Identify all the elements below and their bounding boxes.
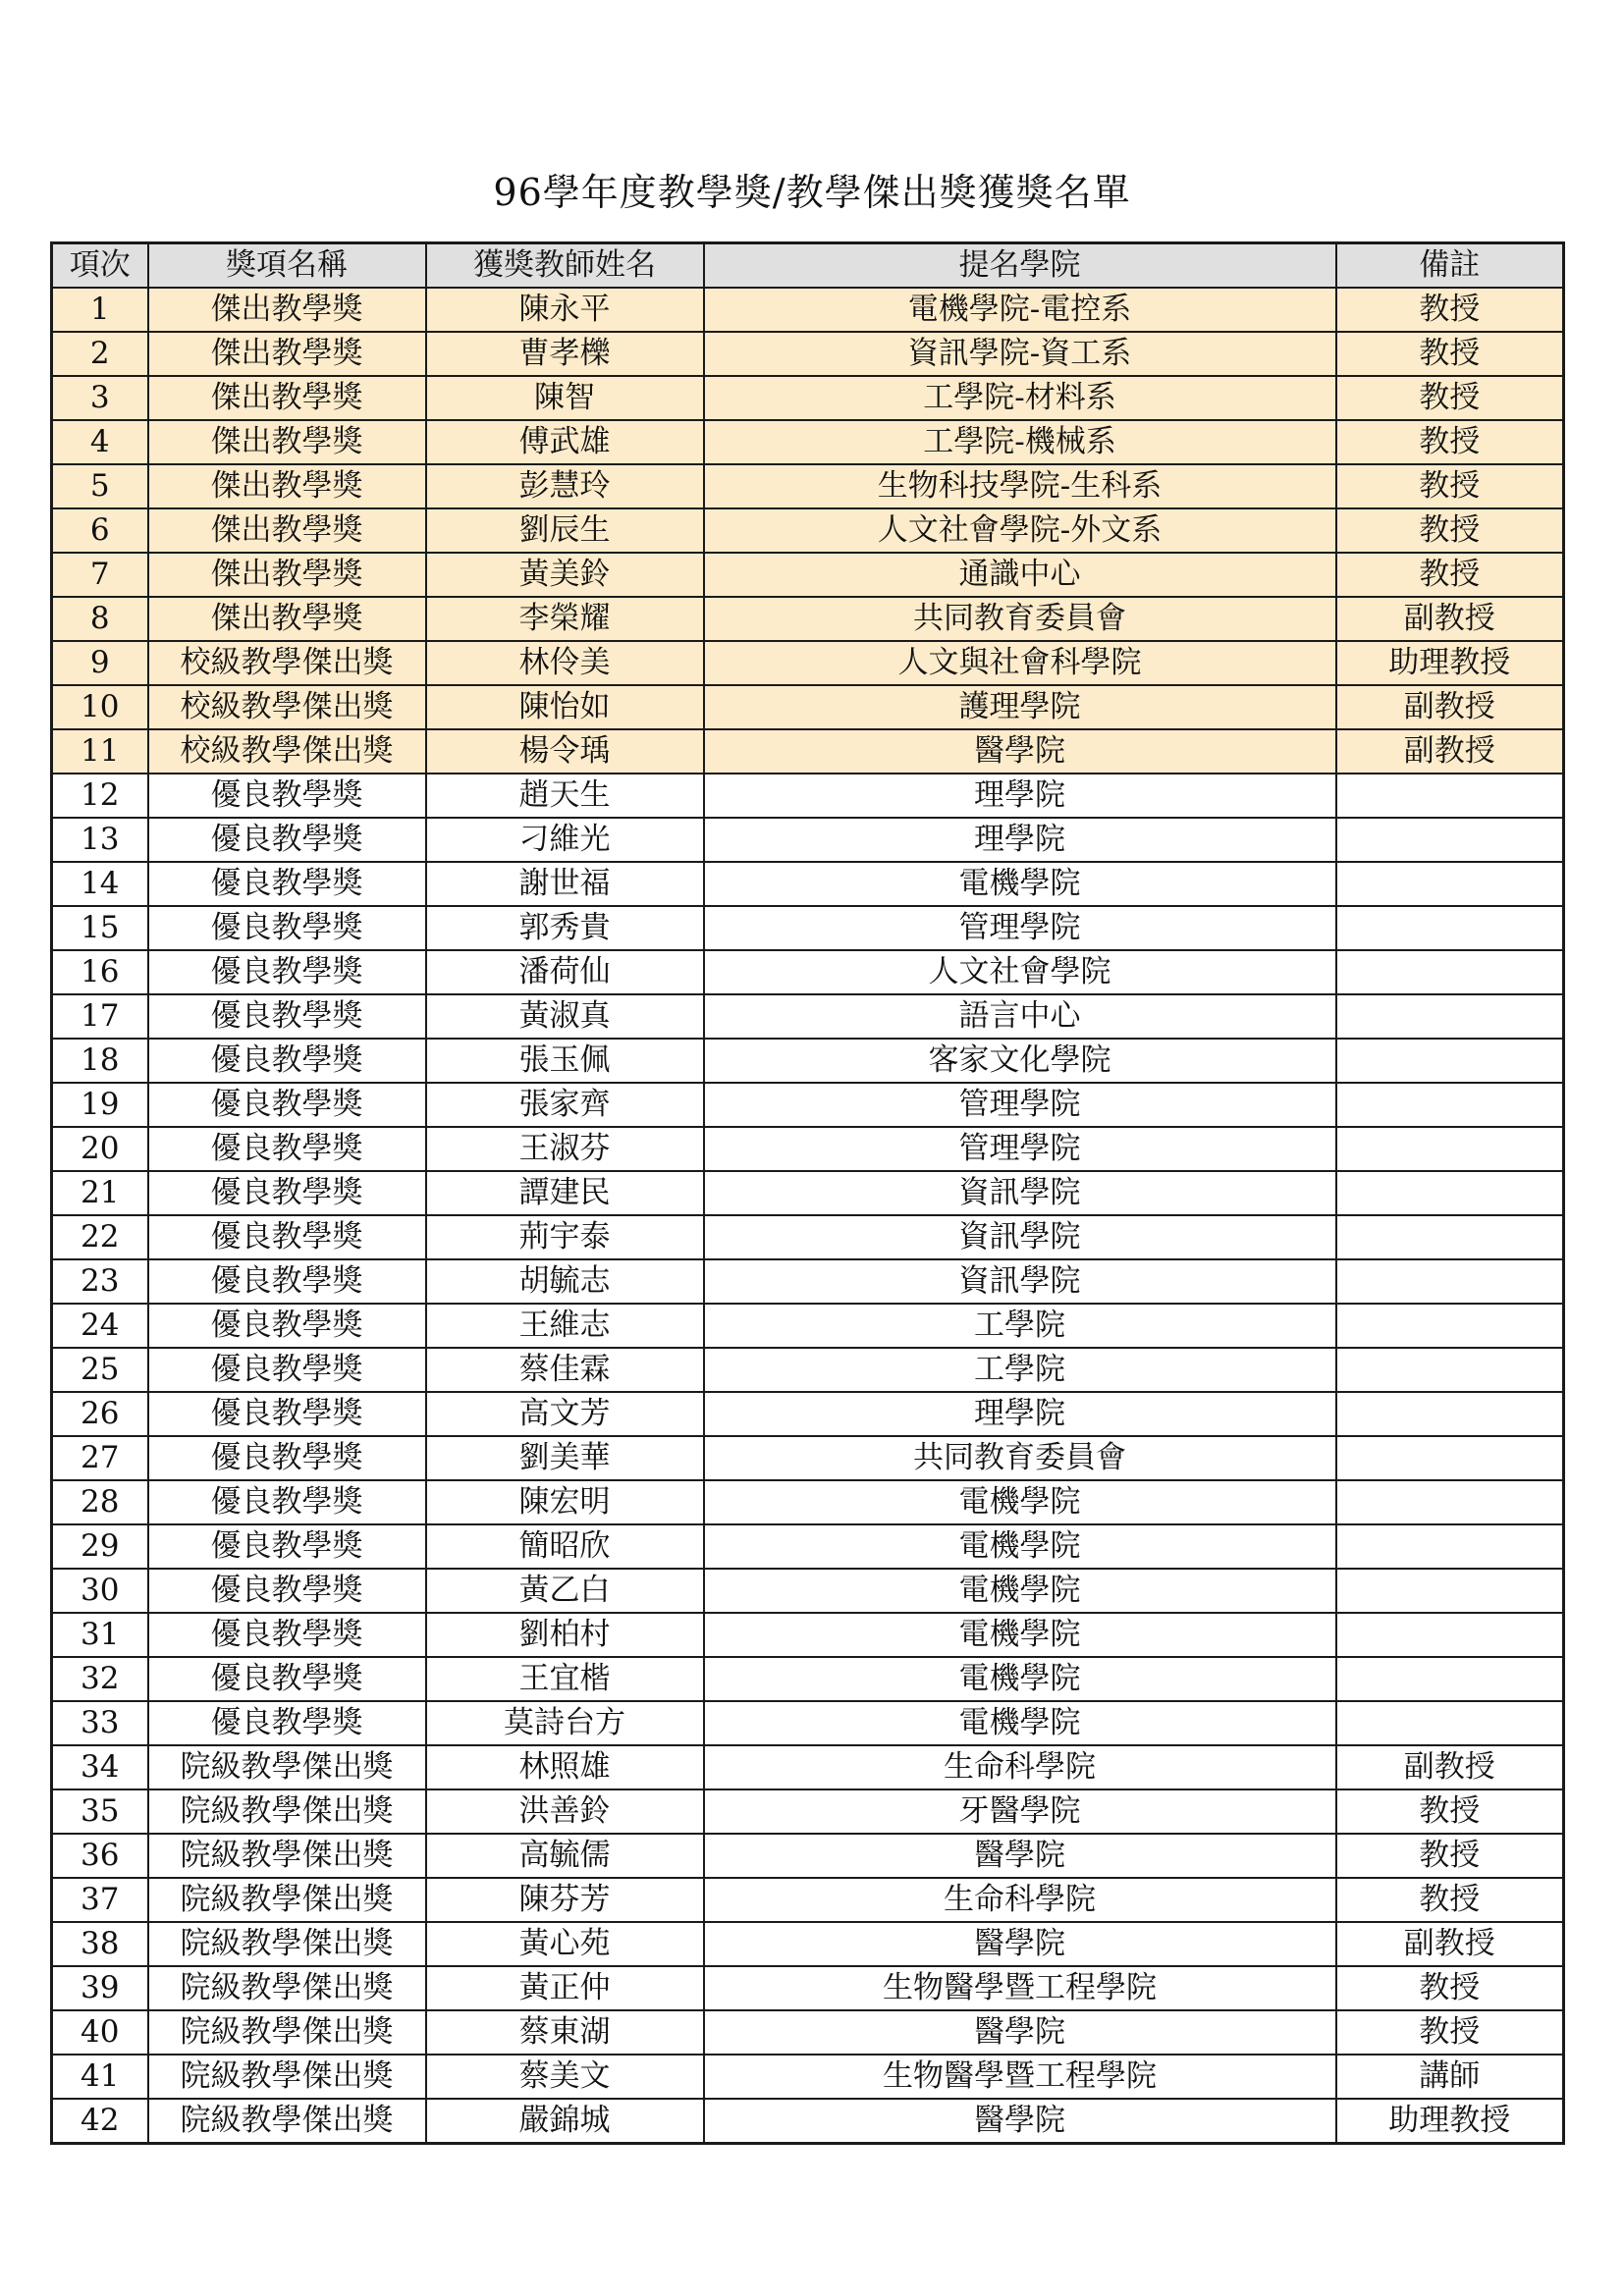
cell-index: 39	[52, 1966, 148, 2010]
cell-college: 工學院	[704, 1348, 1336, 1392]
header-row	[52, 243, 1564, 289]
cell-teacher-name: 黃美鈴	[426, 553, 704, 597]
cell-college: 理學院	[704, 1392, 1336, 1436]
cell-note	[1336, 994, 1564, 1039]
cell-award-name: 傑出教學獎	[148, 508, 426, 553]
cell-college: 電機學院	[704, 1657, 1336, 1701]
cell-award-name: 院級教學傑出獎	[148, 1745, 426, 1789]
cell-index: 34	[52, 1745, 148, 1789]
cell-note: 教授	[1336, 288, 1564, 332]
cell-college: 工學院-機械系	[704, 420, 1336, 464]
cell-college: 人文社會學院-外文系	[704, 508, 1336, 553]
cell-teacher-name: 張家齊	[426, 1083, 704, 1127]
cell-teacher-name: 黃淑真	[426, 994, 704, 1039]
cell-note	[1336, 1657, 1564, 1701]
table-row	[52, 906, 1564, 950]
cell-teacher-name: 王維志	[426, 1304, 704, 1348]
table-row	[52, 2010, 1564, 2055]
award-table	[50, 241, 1565, 2145]
header-college: 提名學院	[704, 243, 1336, 289]
table-row	[52, 1789, 1564, 1834]
cell-award-name: 優良教學獎	[148, 1524, 426, 1569]
cell-award-name: 傑出教學獎	[148, 332, 426, 376]
cell-award-name: 傑出教學獎	[148, 376, 426, 420]
cell-teacher-name: 荊宇泰	[426, 1215, 704, 1259]
cell-note	[1336, 1039, 1564, 1083]
cell-award-name: 院級教學傑出獎	[148, 1878, 426, 1922]
cell-college: 資訊學院	[704, 1215, 1336, 1259]
table-row	[52, 2099, 1564, 2144]
cell-college: 資訊學院	[704, 1259, 1336, 1304]
cell-index: 6	[52, 508, 148, 553]
cell-award-name: 校級教學傑出獎	[148, 729, 426, 774]
cell-index: 17	[52, 994, 148, 1039]
cell-award-name: 優良教學獎	[148, 1613, 426, 1657]
cell-award-name: 優良教學獎	[148, 950, 426, 994]
cell-index: 10	[52, 685, 148, 729]
cell-note: 副教授	[1336, 1922, 1564, 1966]
cell-teacher-name: 劉柏村	[426, 1613, 704, 1657]
table-row	[52, 994, 1564, 1039]
table-row	[52, 818, 1564, 862]
cell-index: 12	[52, 774, 148, 818]
cell-college: 理學院	[704, 774, 1336, 818]
cell-award-name: 優良教學獎	[148, 1039, 426, 1083]
cell-college: 人文社會學院	[704, 950, 1336, 994]
cell-teacher-name: 陳怡如	[426, 685, 704, 729]
cell-award-name: 院級教學傑出獎	[148, 1966, 426, 2010]
cell-award-name: 優良教學獎	[148, 818, 426, 862]
cell-college: 工學院	[704, 1304, 1336, 1348]
table-row	[52, 464, 1564, 508]
cell-award-name: 院級教學傑出獎	[148, 2055, 426, 2099]
cell-note	[1336, 1701, 1564, 1745]
header-award-name: 獎項名稱	[148, 243, 426, 289]
cell-index: 38	[52, 1922, 148, 1966]
cell-note: 教授	[1336, 1834, 1564, 1878]
cell-index: 11	[52, 729, 148, 774]
cell-teacher-name: 洪善鈴	[426, 1789, 704, 1834]
cell-index: 26	[52, 1392, 148, 1436]
table-row	[52, 1745, 1564, 1789]
cell-index: 19	[52, 1083, 148, 1127]
cell-note	[1336, 1348, 1564, 1392]
cell-note	[1336, 1436, 1564, 1480]
cell-college: 醫學院	[704, 1834, 1336, 1878]
cell-award-name: 優良教學獎	[148, 1569, 426, 1613]
cell-college: 通識中心	[704, 553, 1336, 597]
table-row	[52, 376, 1564, 420]
cell-index: 16	[52, 950, 148, 994]
cell-teacher-name: 彭慧玲	[426, 464, 704, 508]
cell-note	[1336, 862, 1564, 906]
cell-teacher-name: 趙天生	[426, 774, 704, 818]
cell-award-name: 優良教學獎	[148, 1259, 426, 1304]
cell-note: 講師	[1336, 2055, 1564, 2099]
cell-note: 教授	[1336, 2010, 1564, 2055]
cell-note	[1336, 1480, 1564, 1524]
cell-note	[1336, 1524, 1564, 1569]
cell-note	[1336, 1127, 1564, 1171]
header-index: 項次	[52, 243, 148, 289]
cell-teacher-name: 黃正仲	[426, 1966, 704, 2010]
cell-teacher-name: 陳永平	[426, 288, 704, 332]
cell-index: 35	[52, 1789, 148, 1834]
table-row	[52, 1524, 1564, 1569]
cell-award-name: 優良教學獎	[148, 774, 426, 818]
cell-award-name: 傑出教學獎	[148, 288, 426, 332]
cell-award-name: 傑出教學獎	[148, 420, 426, 464]
table-row	[52, 1834, 1564, 1878]
table-row	[52, 1569, 1564, 1613]
cell-index: 40	[52, 2010, 148, 2055]
cell-college: 生命科學院	[704, 1745, 1336, 1789]
table-row	[52, 1304, 1564, 1348]
cell-teacher-name: 潘荷仙	[426, 950, 704, 994]
cell-college: 管理學院	[704, 906, 1336, 950]
cell-teacher-name: 曹孝櫟	[426, 332, 704, 376]
cell-index: 37	[52, 1878, 148, 1922]
cell-index: 5	[52, 464, 148, 508]
cell-teacher-name: 王宜楷	[426, 1657, 704, 1701]
cell-college: 電機學院	[704, 1480, 1336, 1524]
cell-teacher-name: 高文芳	[426, 1392, 704, 1436]
cell-index: 14	[52, 862, 148, 906]
cell-award-name: 優良教學獎	[148, 1480, 426, 1524]
cell-teacher-name: 林伶美	[426, 641, 704, 685]
table-row	[52, 1922, 1564, 1966]
cell-note: 副教授	[1336, 1745, 1564, 1789]
cell-teacher-name: 刁維光	[426, 818, 704, 862]
cell-award-name: 校級教學傑出獎	[148, 641, 426, 685]
cell-award-name: 優良教學獎	[148, 1392, 426, 1436]
cell-college: 語言中心	[704, 994, 1336, 1039]
cell-index: 29	[52, 1524, 148, 1569]
cell-award-name: 院級教學傑出獎	[148, 2099, 426, 2144]
cell-note	[1336, 1392, 1564, 1436]
cell-index: 32	[52, 1657, 148, 1701]
cell-college: 生物科技學院-生科系	[704, 464, 1336, 508]
cell-college: 醫學院	[704, 2010, 1336, 2055]
cell-teacher-name: 傅武雄	[426, 420, 704, 464]
cell-award-name: 優良教學獎	[148, 1171, 426, 1215]
cell-teacher-name: 楊令瑀	[426, 729, 704, 774]
table-row	[52, 597, 1564, 641]
cell-award-name: 優良教學獎	[148, 1657, 426, 1701]
table-row	[52, 862, 1564, 906]
cell-note: 副教授	[1336, 685, 1564, 729]
cell-college: 資訊學院-資工系	[704, 332, 1336, 376]
cell-index: 4	[52, 420, 148, 464]
cell-teacher-name: 譚建民	[426, 1171, 704, 1215]
cell-college: 醫學院	[704, 2099, 1336, 2144]
cell-award-name: 優良教學獎	[148, 1348, 426, 1392]
table-row	[52, 1436, 1564, 1480]
cell-index: 31	[52, 1613, 148, 1657]
cell-note: 副教授	[1336, 597, 1564, 641]
cell-index: 7	[52, 553, 148, 597]
cell-college: 共同教育委員會	[704, 597, 1336, 641]
cell-teacher-name: 林照雄	[426, 1745, 704, 1789]
cell-teacher-name: 陳宏明	[426, 1480, 704, 1524]
table-body	[52, 288, 1564, 2144]
table-header	[52, 243, 1564, 289]
cell-index: 21	[52, 1171, 148, 1215]
cell-college: 電機學院	[704, 1701, 1336, 1745]
cell-teacher-name: 張玉佩	[426, 1039, 704, 1083]
cell-index: 28	[52, 1480, 148, 1524]
cell-award-name: 優良教學獎	[148, 1215, 426, 1259]
cell-college: 護理學院	[704, 685, 1336, 729]
cell-award-name: 校級教學傑出獎	[148, 685, 426, 729]
cell-note: 教授	[1336, 376, 1564, 420]
cell-note	[1336, 950, 1564, 994]
table-row	[52, 1613, 1564, 1657]
cell-college: 工學院-材料系	[704, 376, 1336, 420]
cell-note: 教授	[1336, 1878, 1564, 1922]
cell-college: 理學院	[704, 818, 1336, 862]
cell-note: 教授	[1336, 1966, 1564, 2010]
table-row	[52, 685, 1564, 729]
cell-college: 電機學院	[704, 1569, 1336, 1613]
table-row	[52, 774, 1564, 818]
cell-index: 3	[52, 376, 148, 420]
cell-index: 2	[52, 332, 148, 376]
header-teacher-name: 獲獎教師姓名	[426, 243, 704, 289]
cell-note: 教授	[1336, 464, 1564, 508]
cell-teacher-name: 莫詩台方	[426, 1701, 704, 1745]
table-row	[52, 553, 1564, 597]
cell-college: 醫學院	[704, 1922, 1336, 1966]
cell-college: 電機學院	[704, 1524, 1336, 1569]
cell-note	[1336, 1569, 1564, 1613]
cell-college: 客家文化學院	[704, 1039, 1336, 1083]
cell-note: 教授	[1336, 1789, 1564, 1834]
cell-index: 9	[52, 641, 148, 685]
table-row	[52, 1215, 1564, 1259]
cell-index: 30	[52, 1569, 148, 1613]
cell-award-name: 優良教學獎	[148, 994, 426, 1039]
table-row	[52, 2055, 1564, 2099]
cell-teacher-name: 陳智	[426, 376, 704, 420]
cell-teacher-name: 胡毓志	[426, 1259, 704, 1304]
table-row	[52, 641, 1564, 685]
cell-award-name: 優良教學獎	[148, 1083, 426, 1127]
cell-teacher-name: 劉辰生	[426, 508, 704, 553]
cell-teacher-name: 郭秀貴	[426, 906, 704, 950]
cell-note	[1336, 774, 1564, 818]
cell-award-name: 優良教學獎	[148, 862, 426, 906]
table-row	[52, 1701, 1564, 1745]
cell-index: 8	[52, 597, 148, 641]
table-row	[52, 1392, 1564, 1436]
cell-index: 15	[52, 906, 148, 950]
document-title: 96學年度教學獎/教學傑出獎獲獎名單	[493, 171, 1131, 214]
table-row	[52, 1083, 1564, 1127]
table-row	[52, 1039, 1564, 1083]
cell-note: 助理教授	[1336, 641, 1564, 685]
cell-teacher-name: 王淑芬	[426, 1127, 704, 1171]
cell-index: 18	[52, 1039, 148, 1083]
cell-college: 醫學院	[704, 729, 1336, 774]
cell-teacher-name: 劉美華	[426, 1436, 704, 1480]
cell-teacher-name: 黃心苑	[426, 1922, 704, 1966]
table-row	[52, 1259, 1564, 1304]
cell-award-name: 院級教學傑出獎	[148, 1834, 426, 1878]
cell-college: 管理學院	[704, 1127, 1336, 1171]
cell-award-name: 優良教學獎	[148, 1304, 426, 1348]
cell-note	[1336, 906, 1564, 950]
table-row	[52, 1657, 1564, 1701]
cell-college: 資訊學院	[704, 1171, 1336, 1215]
cell-note: 助理教授	[1336, 2099, 1564, 2144]
cell-college: 生物醫學暨工程學院	[704, 1966, 1336, 2010]
cell-teacher-name: 謝世福	[426, 862, 704, 906]
cell-teacher-name: 高毓儒	[426, 1834, 704, 1878]
cell-note	[1336, 1171, 1564, 1215]
cell-college: 管理學院	[704, 1083, 1336, 1127]
cell-index: 13	[52, 818, 148, 862]
cell-note: 教授	[1336, 420, 1564, 464]
cell-index: 36	[52, 1834, 148, 1878]
cell-index: 22	[52, 1215, 148, 1259]
table-row	[52, 950, 1564, 994]
cell-teacher-name: 陳芬芳	[426, 1878, 704, 1922]
cell-award-name: 優良教學獎	[148, 906, 426, 950]
cell-teacher-name: 嚴錦城	[426, 2099, 704, 2144]
cell-teacher-name: 蔡東湖	[426, 2010, 704, 2055]
cell-index: 1	[52, 288, 148, 332]
cell-index: 20	[52, 1127, 148, 1171]
cell-teacher-name: 蔡佳霖	[426, 1348, 704, 1392]
table-row	[52, 729, 1564, 774]
cell-award-name: 傑出教學獎	[148, 464, 426, 508]
cell-award-name: 優良教學獎	[148, 1701, 426, 1745]
table-row	[52, 1171, 1564, 1215]
cell-index: 41	[52, 2055, 148, 2099]
table-row	[52, 420, 1564, 464]
header-note: 備註	[1336, 243, 1564, 289]
cell-college: 生物醫學暨工程學院	[704, 2055, 1336, 2099]
cell-teacher-name: 黃乙白	[426, 1569, 704, 1613]
table-row	[52, 508, 1564, 553]
cell-note: 教授	[1336, 332, 1564, 376]
cell-college: 人文與社會科學院	[704, 641, 1336, 685]
table-row	[52, 288, 1564, 332]
cell-award-name: 院級教學傑出獎	[148, 1789, 426, 1834]
cell-index: 33	[52, 1701, 148, 1745]
cell-note	[1336, 1083, 1564, 1127]
table-row	[52, 1127, 1564, 1171]
table-row	[52, 332, 1564, 376]
cell-award-name: 優良教學獎	[148, 1127, 426, 1171]
cell-note: 教授	[1336, 508, 1564, 553]
cell-note: 教授	[1336, 553, 1564, 597]
cell-college: 生命科學院	[704, 1878, 1336, 1922]
cell-award-name: 傑出教學獎	[148, 597, 426, 641]
cell-index: 24	[52, 1304, 148, 1348]
table-row	[52, 1348, 1564, 1392]
cell-college: 電機學院	[704, 1613, 1336, 1657]
cell-note	[1336, 818, 1564, 862]
cell-note	[1336, 1215, 1564, 1259]
cell-award-name: 傑出教學獎	[148, 553, 426, 597]
cell-index: 27	[52, 1436, 148, 1480]
cell-note	[1336, 1259, 1564, 1304]
table-row	[52, 1966, 1564, 2010]
cell-index: 25	[52, 1348, 148, 1392]
cell-index: 42	[52, 2099, 148, 2144]
cell-award-name: 院級教學傑出獎	[148, 2010, 426, 2055]
table-row	[52, 1878, 1564, 1922]
cell-note: 副教授	[1336, 729, 1564, 774]
cell-college: 牙醫學院	[704, 1789, 1336, 1834]
cell-college: 電機學院-電控系	[704, 288, 1336, 332]
cell-teacher-name: 李榮耀	[426, 597, 704, 641]
cell-note	[1336, 1613, 1564, 1657]
cell-college: 電機學院	[704, 862, 1336, 906]
cell-award-name: 院級教學傑出獎	[148, 1922, 426, 1966]
cell-note	[1336, 1304, 1564, 1348]
cell-award-name: 優良教學獎	[148, 1436, 426, 1480]
cell-teacher-name: 簡昭欣	[426, 1524, 704, 1569]
cell-teacher-name: 蔡美文	[426, 2055, 704, 2099]
cell-college: 共同教育委員會	[704, 1436, 1336, 1480]
table-row	[52, 1480, 1564, 1524]
cell-index: 23	[52, 1259, 148, 1304]
